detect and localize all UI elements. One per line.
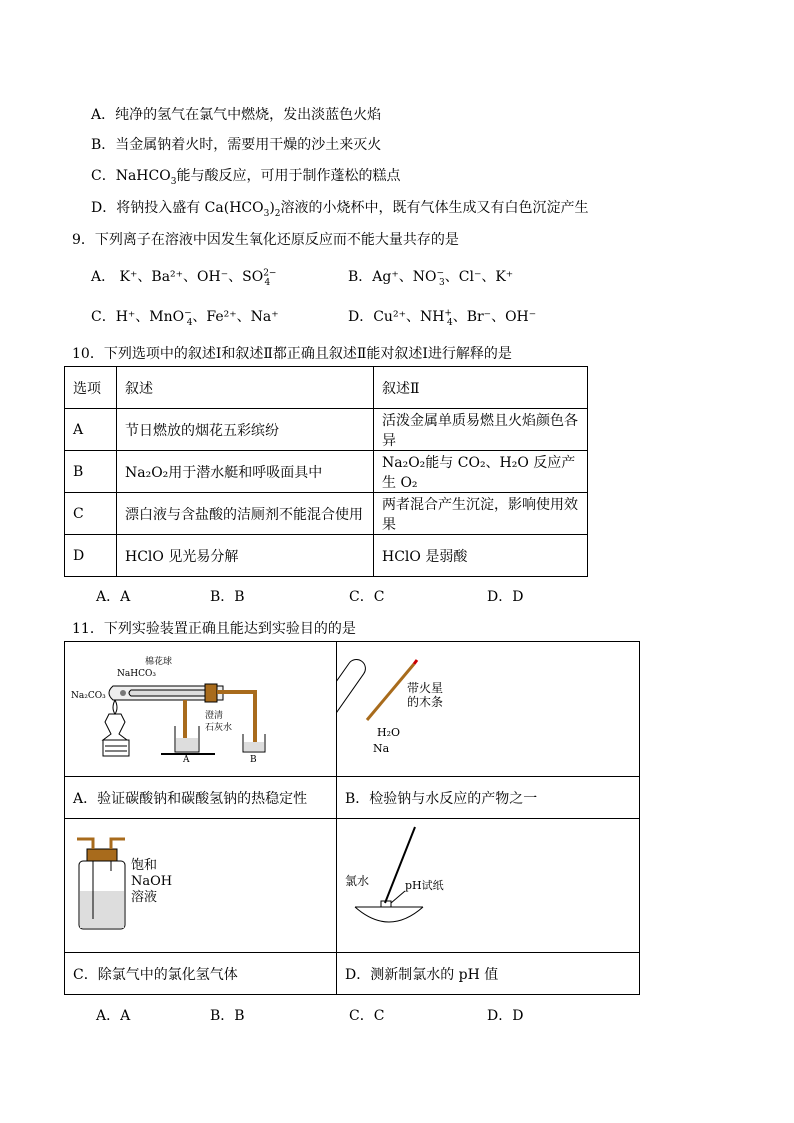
q11-answer-b: B．B [210,1008,245,1024]
label-beaker-a: A [183,755,190,765]
label-splint-2: 的木条 [407,695,444,709]
q8-option-a: A．纯净的氢气在氯气中燃烧，发出淡蓝色火焰 [91,107,382,123]
caption-d: D．测新制氯水的 pH 值 [337,953,640,995]
figure-cell-d [337,819,640,953]
label-chlorine-water: 氯水 [345,874,370,888]
label-naoh: NaOH [131,874,173,889]
ph-test-figure [337,819,639,952]
q10-answer-c: C．C [349,589,385,605]
label-nahco3: NaHCO₃ [117,669,156,679]
q11-answer-d: D．D [487,1008,524,1024]
q10-answer-a: A．A [96,589,131,605]
table-cell: Na₂O₂能与 CO₂、H₂O 反应产生 O₂ [374,451,588,493]
label-na2co3: Na₂CO₃ [71,691,106,701]
table-header-row [65,367,588,409]
q9-option-c: C．H⁺、MnO−$_4$、Fe²⁺、Na⁺ [91,308,279,328]
label-cotton: 棉花球 [145,657,173,667]
caption-b: B．检验钠与水反应的产物之一 [337,777,640,819]
q10-answer-d: D．D [487,589,524,605]
table-header: 叙述 [117,367,374,409]
label-lime-2: 石灰水 [205,723,233,733]
table-cell: C [65,493,117,535]
table-row [65,493,588,535]
table-cell: 两者混合产生沉淀，影响使用效果 [374,493,588,535]
caption-row [65,953,640,995]
q8-option-b: B．当金属钠着火时，需要用干燥的沙土来灭火 [91,137,382,153]
table-cell: HClO 是弱酸 [374,535,588,577]
figure-cell-c [65,819,337,953]
label-solution: 溶液 [131,890,158,905]
table-cell: 活泼金属单质易燃且火焰颜色各异 [374,409,588,451]
heating-apparatus-figure [65,642,336,776]
table-cell: HClO 见光易分解 [117,535,374,577]
q11-answer-c: C．C [349,1008,385,1024]
table-cell: B [65,451,117,493]
q10-table [64,366,588,577]
table-header: 叙述Ⅱ [374,367,588,409]
label-ph-paper: pH试纸 [405,879,444,892]
label-splint-1: 带火星 [407,681,444,695]
figure-row [65,642,640,777]
q11-table [64,641,640,995]
label-saturated: 饱和 [131,858,158,873]
table-cell: A [65,409,117,451]
figure-row [65,819,640,953]
table-cell: 漂白液与含盐酸的洁厕剂不能混合使用 [117,493,374,535]
table-row [65,535,588,577]
table-cell: D [65,535,117,577]
figure-cell-b [337,642,640,777]
q9-option-a: A． K⁺、Ba²⁺、OH⁻、$SO^{2-}_4$ [91,268,277,288]
label-na: Na [373,742,390,755]
q9-stem: 9．下列离子在溶液中因发生氧化还原反应而不能大量共存的是 [72,232,459,248]
test-tube-figure [337,642,639,776]
q8-option-c: C．NaHCO$_3$能与酸反应，可用于制作蓬松的糕点 [91,168,401,187]
table-row [65,451,588,493]
table-header: 选项 [65,367,117,409]
caption-c: C．除氯气中的氯化氢气体 [65,953,337,995]
table-row [65,409,588,451]
q11-answer-a: A．A [96,1008,131,1024]
q11-stem: 11．下列实验装置正确且能达到实验目的的是 [72,621,356,637]
caption-row [65,777,640,819]
label-beaker-b: B [250,755,257,765]
label-h2o: H₂O [377,726,401,739]
figure-cell-a [65,642,337,777]
label-lime-1: 澄清 [205,711,224,721]
q9-option-b: B．Ag⁺、$NO^-_3$、Cl⁻、K⁺ [348,268,514,288]
gas-washing-bottle-figure [65,819,336,952]
table-cell: 节日燃放的烟花五彩缤纷 [117,409,374,451]
q9-option-d: D．Cu²⁺、$NH^+_4$、Br⁻、OH⁻ [348,308,537,328]
q10-stem: 10．下列选项中的叙述Ⅰ和叙述Ⅱ都正确且叙述Ⅱ能对叙述Ⅰ进行解释的是 [72,346,512,362]
q8-option-d: D．将钠投入盛有 $Ca(HCO_3)_2$溶液的小烧杯中，既有气体生成又有白色沉淀产生 [91,200,589,219]
caption-a: A．验证碳酸钠和碳酸氢钠的热稳定性 [65,777,337,819]
q10-answer-b: B．B [210,589,245,605]
table-cell: Na₂O₂用于潜水艇和呼吸面具中 [117,451,374,493]
